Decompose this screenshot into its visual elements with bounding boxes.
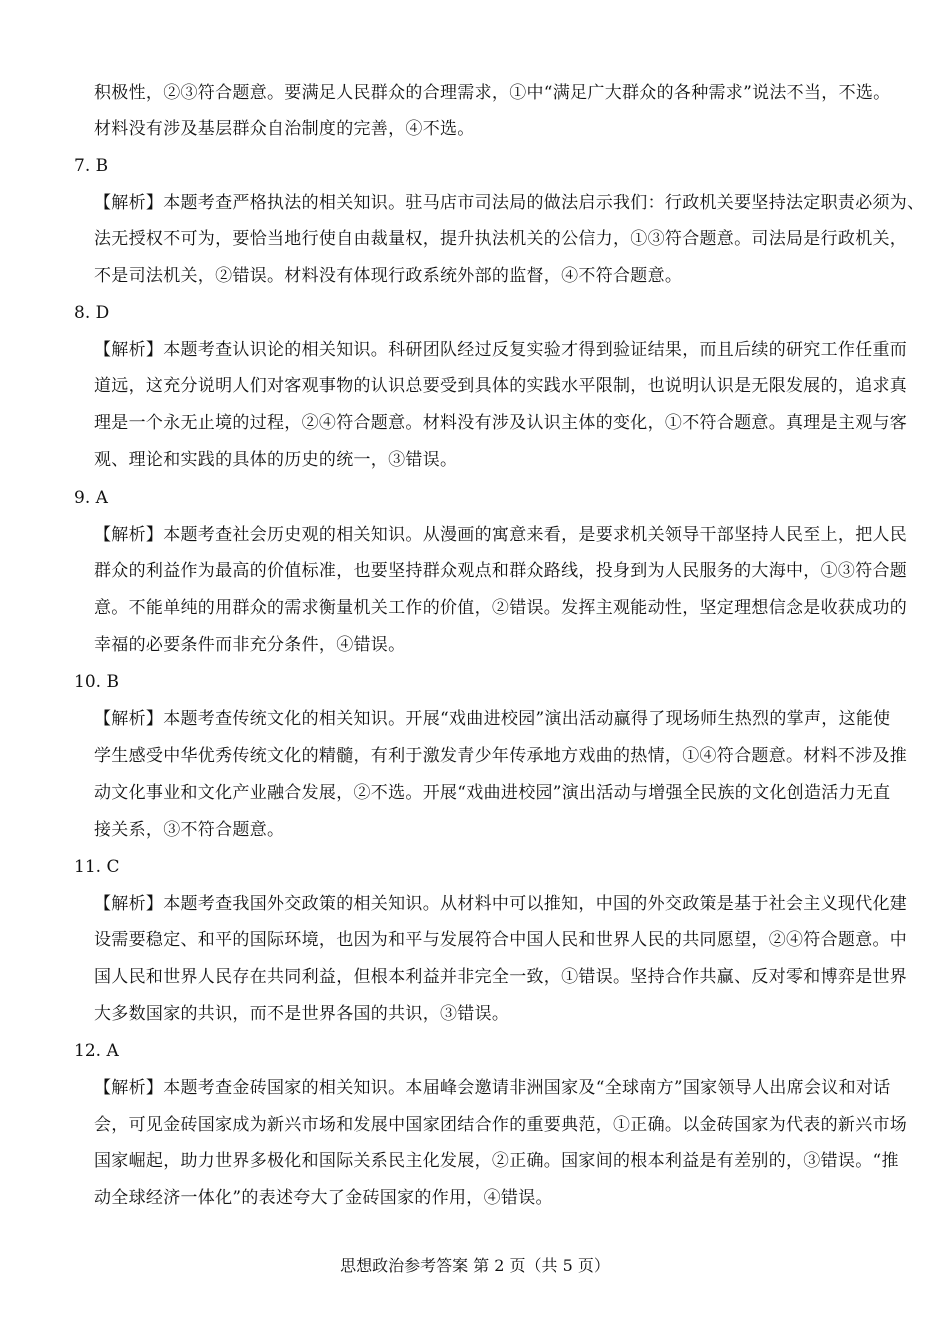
text-line: 国人民和世界人民存在共同利益，但根本利益并非完全一致，①错误。坚持合作共赢、反对零和博弈是世界 (94, 967, 908, 987)
text-line: 动文化事业和文化产业融合发展，②不选。开展“戏曲进校园”演出活动与增强全民族的文化创造活力无直 (94, 783, 891, 803)
text-line: 接关系，③不符合题意。 (94, 820, 285, 840)
question-number: 8. D (74, 303, 110, 323)
question-number: 7. B (74, 156, 109, 176)
text-line: 会，可见金砖国家成为新兴市场和发展中国家团结合作的重要典范，①正确。以金砖国家为代表的新兴市场 (94, 1115, 908, 1135)
question-number: 10. B (74, 672, 119, 692)
text-line: 幸福的必要条件而非充分条件，④错误。 (94, 635, 406, 655)
text-line: 积极性，②③符合题意。要满足人民群众的合理需求，①中“满足广大群众的各种需求”说法不当，不选。 (94, 83, 891, 103)
text-line: 群众的利益作为最高的价值标准，也要坚持群众观点和群众路线，投身到为人民服务的大海中，①③符合题 (94, 561, 908, 581)
text-line: 意。不能单纯的用群众的需求衡量机关工作的价值，②错误。发挥主观能动性，坚定理想信念是收获成功的 (94, 598, 908, 618)
text-line: 学生感受中华优秀传统文化的精髓，有利于激发青少年传承地方戏曲的热情，①④符合题意。材料不涉及推 (94, 746, 908, 766)
text-line: 【解析】本题考查金砖国家的相关知识。本届峰会邀请非洲国家及“全球南方”国家领导人出席会议和对话 (94, 1078, 891, 1098)
text-line: 道远，这充分说明人们对客观事物的认识总要受到具体的实践水平限制，也说明认识是无限发展的，追求真 (94, 376, 908, 396)
text-line: 观、理论和实践的具体的历史的统一，③错误。 (94, 450, 458, 470)
text-line: 【解析】本题考查严格执法的相关知识。驻马店市司法局的做法启示我们：行政机关要坚持法定职责必须为、 (94, 193, 925, 213)
text-line: 【解析】本题考查传统文化的相关知识。开展“戏曲进校园”演出活动赢得了现场师生热烈的掌声，这能使 (94, 709, 891, 729)
text-line: 设需要稳定、和平的国际环境，也因为和平与发展符合中国人民和世界人民的共同愿望，②④符合题意。中 (94, 930, 908, 950)
text-line: 不是司法机关，②错误。材料没有体现行政系统外部的监督，④不符合题意。 (94, 266, 683, 286)
question-number: 9. A (74, 488, 108, 508)
text-line: 【解析】本题考查我国外交政策的相关知识。从材料中可以推知，中国的外交政策是基于社会主义现代化建 (94, 894, 908, 914)
text-line: 理是一个永无止境的过程，②④符合题意。材料没有涉及认识主体的变化，①不符合题意。真理是主观与客 (94, 413, 908, 433)
question-number: 11. C (74, 857, 120, 877)
question-number: 12. A (74, 1041, 119, 1061)
page-footer: 思想政治参考答案 第 2 页（共 5 页） (340, 1256, 610, 1275)
text-line: 【解析】本题考查认识论的相关知识。科研团队经过反复实验才得到验证结果，而且后续的研究工作任重而 (94, 340, 908, 360)
text-line: 【解析】本题考查社会历史观的相关知识。从漫画的寓意来看，是要求机关领导干部坚持人民至上，把人民 (94, 525, 908, 545)
text-line: 大多数国家的共识，而不是世界各国的共识，③错误。 (94, 1004, 510, 1024)
text-line: 国家崛起，助力世界多极化和国际关系民主化发展，②正确。国家间的根本利益是有差别的，③错误。“推 (94, 1151, 899, 1171)
text-line: 法无授权不可为，要恰当地行使自由裁量权，提升执法机关的公信力，①③符合题意。司法局是行政机关， (94, 229, 908, 249)
text-line: 动全球经济一体化”的表述夸大了金砖国家的作用，④错误。 (94, 1188, 553, 1208)
text-line: 材料没有涉及基层群众自治制度的完善，④不选。 (94, 119, 475, 139)
